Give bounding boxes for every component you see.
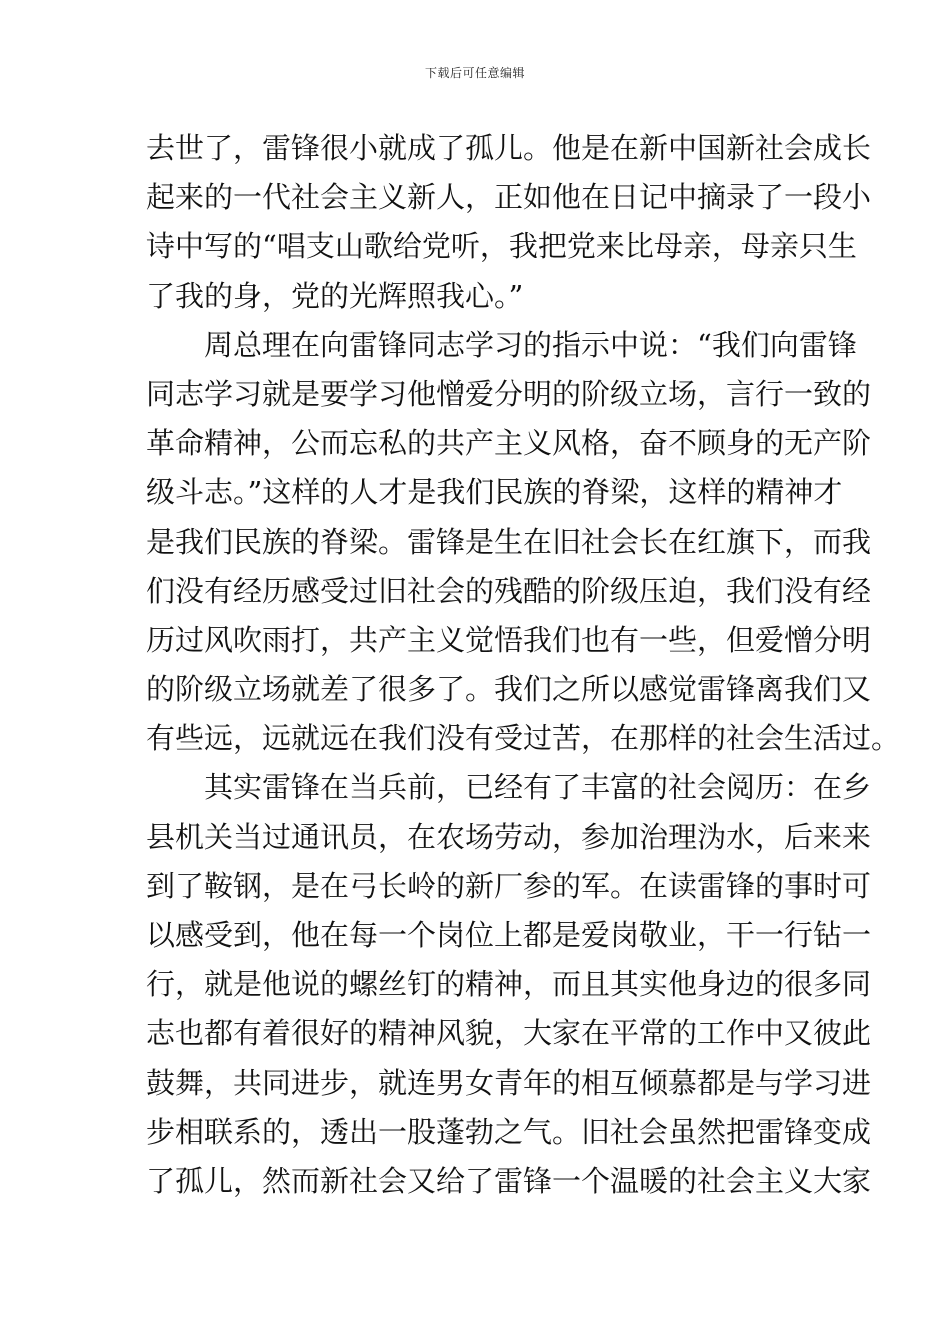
text-line: 以感受到，他在每一个岗位上都是爱岗敬业，干一行钻一 [146,918,872,952]
text-line: 们没有经历感受过旧社会的残酷的阶级压迫，我们没有经 [146,573,872,608]
paragraph [146,321,901,764]
text-line: 行，就是他说的螺丝钉的精神，而且其实他身边的很多同 [146,967,872,1002]
text-line: 有些远，远就远在我们没有受过苦，在那样的社会生活过。 [146,721,901,756]
text-line: 到了鞍钢，是在弓长岭的新厂参的军。在读雷锋的事时可 [146,868,872,903]
text-line: 周总理在向雷锋同志学习的指示中说：“我们向雷锋 [204,327,857,362]
text-line: 鼓舞，共同进步，就连男女青年的相互倾慕都是与学习进 [146,1065,872,1100]
text-line: 的阶级立场就差了很多了。我们之所以感觉雷锋离我们又 [146,672,872,707]
text-line: 历过风吹雨打，共产主义觉悟我们也有一些，但爱憎分明 [146,622,872,657]
text-line: 是我们民族的脊梁。雷锋是生在旧社会长在红旗下，而我 [146,524,872,559]
text-line: 其实雷锋在当兵前，已经有了丰富的社会阅历：在乡 [204,770,872,805]
text-line: 去世了，雷锋很小就成了孤儿。他是在新中国新社会成长 [146,131,872,165]
text-line: 同志学习就是要学习他憎爱分明的阶级立场，言行一致的 [146,376,872,411]
text-line: 县机关当过通讯员，在农场劳动，参加治理沩水，后来来 [146,819,872,854]
text-line: 级斗志。”这样的人才是我们民族的脊梁，这样的精神才 [146,475,843,510]
text-line: 步相联系的，透出一股蓬勃之气。旧社会虽然把雷锋变成 [146,1114,872,1149]
text-line: 起来的一代社会主义新人，正如他在日记中摘录了一段小 [146,180,872,215]
text-line: 了孤儿，然而新社会又给了雷锋一个温暖的社会主义大家 [146,1163,872,1198]
paragraph [146,763,872,1206]
paragraph [146,124,872,321]
body-text [146,124,901,1206]
text-line: 了我的身，党的光辉照我心。” [146,278,524,313]
page-header: 下载后可任意编辑 [424,66,525,80]
text-line: 革命精神，公而忘私的共产主义风格，奋不顾身的无产阶 [146,426,872,461]
text-line: 志也都有着很好的精神风貌，大家在平常的工作中又彼此 [146,1016,872,1051]
text-line: 诗中写的“唱支山歌给党听，我把党来比母亲，母亲只生 [146,229,857,264]
